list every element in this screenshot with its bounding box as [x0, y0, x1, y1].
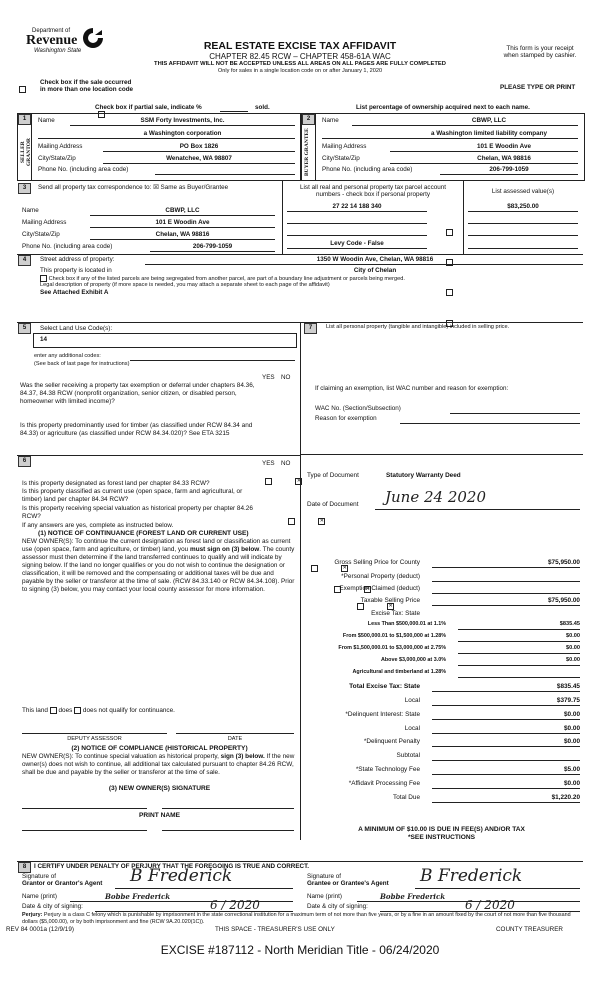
seller-mailing-label: Mailing Address: [38, 143, 83, 150]
section-3-badge: 3: [18, 183, 31, 194]
grantor-date-label: Date & city of signing:: [22, 903, 83, 910]
tax-row-label: From $1,500,000.01 to $3,000,000 at 2.75%: [338, 645, 446, 651]
parcels-heading-1: List all real and personal property tax parcel account: [300, 184, 446, 191]
notice-compliance-title: (2) NOTICE OF COMPLIANCE (HISTORICAL PROPERTY): [71, 745, 248, 752]
form-warning: THIS AFFIDAVIT WILL NOT BE ACCEPTED UNLESS ALL AREAS ON ALL PAGES ARE FULLY COMPLETED: [154, 61, 446, 67]
tax-row-label: Subtotal: [396, 752, 420, 759]
excise-stamp: EXCISE #187112 - North Meridian Title - 06/24/2020: [160, 943, 440, 957]
notice-continuance-text: NEW OWNER(S): To continue the current designation as forest land or classification as current use (open space, farm and agriculture, or timber) land, you must sign on (3) below. The county assessor must then determine if the land transferred continues to qualify and will indicate by signing below. If the land no longer qualifies or you do not wish to continue the designation or classification, it will be removed and the compensating or additional taxes will be due and payable by the seller or transferor at the time of sale. (RCW 84.33.140 or RCW 84.34.108). Prior to signing (3) below, you may contact your local county assessor for more information.: [22, 538, 295, 593]
tax-row-line: [458, 665, 580, 666]
minimum-due-note: A MINIMUM OF $10.00 IS DUE IN FEE(S) AND/OR TAX: [358, 826, 525, 833]
located-value[interactable]: City of Chelan: [353, 267, 397, 274]
section-4-badge: 4: [18, 255, 31, 266]
grantee-name-value[interactable]: Bobbe Frederick: [380, 892, 446, 901]
exemption-yes-checkbox[interactable]: [265, 478, 272, 485]
tax-row-line: [432, 733, 580, 734]
wac-field[interactable]: [450, 413, 580, 414]
grantee-signature[interactable]: B Frederick: [420, 866, 523, 886]
located-label: This property is located in: [40, 267, 112, 274]
forest-question: Is this property designated as forest land per chapter 84.33 RCW?: [22, 480, 210, 487]
multi-location-label-2: in more than one location code: [40, 86, 134, 93]
see-instructions-note: *SEE INSTRUCTIONS: [407, 834, 476, 841]
tax-row-value[interactable]: $0.00: [566, 645, 580, 651]
ownership-note: List percentage of ownership acquired next to each name.: [356, 104, 530, 111]
forest-yes-checkbox[interactable]: [311, 565, 318, 572]
exemption-question: Was the seller receiving a property tax exemption or deferral under chapters 84.36, 84.37, 84.38 RCW (nonprofit organization, senior citizen, or disabled person, homeowner with limited income)?: [20, 382, 255, 405]
grantee-name-label: Name (print): [307, 893, 342, 900]
county-treasurer-label: COUNTY TREASURER: [496, 926, 563, 933]
grantor-signature[interactable]: B Frederick: [130, 866, 233, 886]
tax-row-value[interactable]: $0.00: [566, 633, 580, 639]
additional-codes-label: enter any additional codes:: [34, 353, 101, 359]
print-name-field-2[interactable]: [162, 830, 294, 831]
certify-statement: I CERTIFY UNDER PENALTY OF PERJURY THAT THE FOREGOING IS TRUE AND CORRECT.: [34, 863, 309, 870]
seller-side-label: SELLER GRANTOR: [20, 138, 32, 167]
assessed-heading: List assessed value(s): [491, 188, 555, 195]
tax-row-label: Local: [404, 725, 420, 732]
tax-row-value[interactable]: $5.00: [564, 766, 580, 773]
exemption-claim-note: If claiming an exemption, list WAC number and reason for exemption:: [315, 385, 509, 392]
correspondence-name-label: Name: [22, 207, 39, 214]
tax-row-label: Agricultural and timberland at 1.28%: [352, 669, 446, 675]
historical-question: Is this property receiving special valuation as historical property per chapter 84.26 RCW?: [22, 505, 253, 520]
street-value[interactable]: 1350 W Woodin Ave, Chelan, WA 98816: [316, 256, 434, 263]
partial-percent-field[interactable]: [220, 111, 248, 112]
receipt-note-2: when stamped by cashier.: [503, 52, 577, 59]
qualify-does-checkbox[interactable]: [50, 707, 57, 714]
new-owner-signature-field-2[interactable]: [162, 808, 294, 809]
grantor-sig-label-1: Signature of: [22, 873, 56, 880]
sold-label: sold.: [255, 104, 270, 111]
section-6-badge: 6: [18, 456, 31, 467]
personal-property-checkbox[interactable]: [446, 289, 453, 296]
tax-row-value[interactable]: $835.45: [556, 683, 580, 690]
tax-row-label: Excise Tax: State: [371, 610, 420, 617]
tax-row-line: [458, 677, 580, 678]
logo-state-text: Washington State: [34, 48, 82, 54]
buyer-phone-label: Phone No. (including area code): [322, 166, 413, 173]
correspondence-phone-label: Phone No. (including area code): [22, 243, 113, 250]
tax-row-value[interactable]: $1,220.20: [551, 794, 580, 801]
parcels-heading-2: numbers - check box if personal property: [315, 191, 431, 198]
form-title: REAL ESTATE EXCISE TAX AFFIDAVIT: [203, 40, 397, 52]
segregated-note: Check box if any of the listed parcels are being segregated from another parcel, are part of a boundary line adjustment or parcels being merged.: [48, 275, 405, 282]
seller-city-label: City/State/Zip: [38, 155, 76, 162]
deputy-assessor-label: DEPUTY ASSESSOR: [67, 736, 122, 742]
multi-location-checkbox[interactable]: [19, 86, 26, 93]
tax-row-label: Exemption Claimed (deduct): [339, 585, 420, 592]
parcel-number[interactable]: 27 22 14 188 340: [332, 203, 382, 210]
buyer-mailing-label: Mailing Address: [322, 143, 367, 150]
new-owner-signature-field-1[interactable]: [22, 808, 147, 809]
doc-date-label: Date of Document: [307, 501, 359, 508]
correspondence-mailing-value[interactable]: 101 E Woodin Ave: [155, 219, 210, 226]
assessor-date-label: DATE: [227, 736, 243, 742]
wac-label: WAC No. (Section/Subsection): [315, 405, 401, 412]
seller-name-value[interactable]: SSM Forty Investments, Inc.: [140, 117, 225, 124]
tax-row-label: From $500,000.01 to $1,500,000 at 1.28%: [342, 633, 446, 639]
new-owner-signature-title: (3) NEW OWNER(S) SIGNATURE: [108, 785, 211, 792]
tax-row-label: Taxable Selling Price: [360, 597, 420, 604]
tax-row-line: [432, 760, 580, 761]
logo-dept-text: Department of: [32, 28, 71, 34]
form-id: REV 84 0001a (12/9/19): [6, 926, 74, 933]
personal-property-label: List all personal property (tangible and intangible) included in selling price.: [326, 324, 510, 330]
correspondence-city-label: City/State/Zip: [22, 231, 60, 238]
section-7-badge: 7: [304, 323, 317, 334]
perjury-notice: Perjury: Perjury is a class C felony which is punishable by imprisonment in the state correctional institution for a maximum term of not more than five years, or by a fine in an amount fixed by the court of not more than five thousand dollars ($5,000.00), or by both imprisonment and fine (RCW 9A.20.020(1C)).: [22, 912, 571, 925]
tax-row-line: [432, 788, 580, 789]
historical-yes-checkbox[interactable]: [357, 603, 364, 610]
legal-note: Legal description of property (if more space is needed, you may attach a separate sheet to each page of the affidavit): [40, 282, 330, 288]
seller-mailing-value[interactable]: PO Box 1826: [179, 143, 219, 150]
tax-row-value[interactable]: $0.00: [564, 725, 580, 732]
receipt-note-1: This form is your receipt: [506, 45, 574, 52]
tax-row-line: [432, 691, 580, 692]
dor-logo: [22, 24, 102, 60]
timber-question: Is this property predominantly used for timber (as classified under RCW 84.34 and 84.33) or agriculture (as classified under RCW 84.34.020)? See ETA 3215: [20, 422, 253, 437]
current-use-question: Is this property classified as current use (open space, farm and agricultural, or timber) land per chapter 84.34 RCW?: [22, 488, 243, 503]
tax-row-value[interactable]: $0.00: [564, 738, 580, 745]
assessor-date-field[interactable]: [176, 733, 294, 734]
form-note: Only for sales in a single location code on or after January 1, 2020: [217, 68, 383, 74]
doc-type-label: Type of Document: [307, 472, 359, 479]
multi-location-label-1: Check box if the sale occurred: [40, 79, 132, 86]
seller-phone-label: Phone No. (including area code): [38, 166, 129, 173]
tax-row-label: Gross Selling Price for County: [334, 559, 420, 566]
logo-revenue-text: Revenue: [26, 33, 78, 48]
parcel-number[interactable]: Levy Code - False: [330, 240, 384, 247]
treasurer-space-label: THIS SPACE - TREASURER'S USE ONLY: [215, 926, 335, 933]
land-use-code: 14: [40, 336, 48, 343]
correspondence-phone-value[interactable]: 206-799-1059: [192, 243, 233, 250]
forest-yes-header: YES: [262, 460, 275, 467]
seller-name-label: Name: [38, 117, 55, 124]
correspondence-mailing-label: Mailing Address: [22, 219, 67, 226]
please-type-label: PLEASE TYPE OR PRINT: [500, 84, 576, 91]
tax-row-line: [432, 719, 580, 720]
grantor-date-value[interactable]: 6 / 2020: [210, 898, 260, 912]
tax-row-label: *Personal Property (deduct): [341, 573, 420, 580]
grantee-sig-label-1: Signature of: [307, 873, 341, 880]
buyer-name-label: Name: [322, 117, 339, 124]
forest-no-checkbox[interactable]: [341, 565, 348, 572]
if-yes-note: If any answers are yes, complete as instructed below.: [22, 522, 174, 529]
grantor-sig-label-2: Grantor or Grantor's Agent: [22, 880, 103, 887]
buyer-phone-value[interactable]: 206-799-1059: [489, 166, 529, 173]
tax-row-value[interactable]: $835.45: [559, 621, 580, 627]
tax-row-label: Above $3,000,000 at 3.0%: [380, 657, 446, 663]
tax-row-label: Total Excise Tax: State: [349, 683, 420, 690]
correspondence-heading: Send all property tax correspondence to: ☒ Same as Buyer/Grantee: [38, 184, 229, 191]
tax-row-line: [432, 774, 580, 775]
buyer-city-label: City/State/Zip: [322, 155, 360, 162]
tax-row-line: [432, 593, 580, 594]
assessed-value[interactable]: $83,250.00: [507, 203, 539, 210]
timber-no-checkbox[interactable]: [318, 518, 325, 525]
tax-row-label: *State Technology Fee: [355, 766, 420, 773]
form-subtitle: CHAPTER 82.45 RCW – CHAPTER 458-61A WAC: [209, 52, 391, 61]
yes-header: YES: [262, 374, 275, 381]
correspondence-name-value[interactable]: CBWP, LLC: [165, 207, 200, 214]
correspondence-city-value[interactable]: Chelan, WA 98816: [155, 231, 210, 238]
legal-description[interactable]: See Attached Exhibit A: [40, 289, 109, 296]
notice-continuance-title: (1) NOTICE OF CONTINUANCE (FOREST LAND OR CURRENT USE): [38, 530, 249, 537]
qualify-does-not-checkbox[interactable]: [74, 707, 81, 714]
tax-row-line: [432, 746, 580, 747]
timber-yes-checkbox[interactable]: [288, 518, 295, 525]
tax-row-value[interactable]: $379.75: [556, 697, 580, 704]
section-8-badge: 8: [18, 862, 31, 873]
doc-type-value[interactable]: Statutory Warranty Deed: [386, 472, 461, 479]
grantee-date-value[interactable]: 6 / 2020: [465, 898, 515, 912]
seller-city-value[interactable]: Wenatchee, WA 98807: [166, 155, 232, 162]
buyer-side-label: BUYER GRANTEE: [304, 128, 310, 176]
tax-row-label: *Delinquent Penalty: [363, 738, 420, 745]
dor-emblem-icon: [82, 27, 104, 49]
tax-row-value[interactable]: $0.00: [566, 657, 580, 663]
tax-row-label: *Delinquent Interest: State: [345, 711, 420, 718]
land-use-code-field[interactable]: [33, 333, 297, 348]
tax-row-label: Total Due: [393, 794, 420, 801]
seller-name-line2[interactable]: a Washington corporation: [143, 130, 222, 137]
personal-property-checkbox[interactable]: [446, 229, 453, 236]
grantor-name-value[interactable]: Bobbe Frederick: [105, 892, 171, 901]
grantor-name-label: Name (print): [22, 893, 57, 900]
section-2-badge: 2: [302, 114, 315, 125]
tax-row-label: Less Than $500,000.01 at 1.1%: [367, 621, 446, 627]
buyer-name-value[interactable]: CBWP, LLC: [471, 117, 507, 124]
tax-row-value[interactable]: $75,950.00: [548, 559, 580, 566]
buyer-mailing-value[interactable]: 101 E Woodin Ave: [476, 143, 531, 150]
continuance-qualify-row: This land does does not qualify for continuance.: [22, 707, 175, 715]
tax-row-value[interactable]: $0.00: [564, 711, 580, 718]
buyer-city-value[interactable]: Chelan, WA 98816: [477, 155, 531, 162]
exemption-no-checkbox[interactable]: [295, 478, 302, 485]
tax-row-line: [432, 605, 580, 606]
tax-row-line: [432, 705, 580, 706]
tax-row-label: Local: [404, 697, 420, 704]
instructions-note: (See back of last page for instructions): [34, 361, 130, 367]
buyer-name-line2[interactable]: a Washington limited liability company: [431, 130, 547, 137]
reason-field[interactable]: [400, 423, 580, 424]
grantee-date-label: Date & city of signing:: [307, 903, 368, 910]
partial-sale-label: Check box if partial sale, indicate %: [95, 104, 202, 111]
reason-label: Reason for exemption: [315, 415, 377, 422]
tax-row-line: [432, 581, 580, 582]
segregated-checkbox[interactable]: [40, 275, 47, 282]
tax-row-line: [458, 641, 580, 642]
tax-row-value[interactable]: $75,950.00: [548, 597, 580, 604]
street-label: Street address of property:: [40, 256, 115, 263]
print-name-label: PRINT NAME: [138, 812, 181, 819]
tax-row-line: [458, 653, 580, 654]
print-name-field-1[interactable]: [22, 830, 147, 831]
doc-date-handwritten[interactable]: June 24 2020: [385, 488, 487, 506]
seller-phone-field[interactable]: [155, 174, 295, 175]
tax-row-label: *Affidavit Processing Fee: [348, 780, 420, 787]
tax-row-value[interactable]: $0.00: [564, 780, 580, 787]
section-1-badge: 1: [18, 114, 31, 125]
deputy-assessor-field[interactable]: [22, 733, 167, 734]
tax-row-line: [432, 802, 580, 803]
additional-codes-field[interactable]: [130, 360, 295, 361]
land-use-label: Select Land Use Code(s):: [40, 325, 113, 332]
section-5-badge: 5: [18, 323, 31, 334]
tax-row-line: [432, 567, 580, 568]
tax-row-line: [458, 629, 580, 630]
grantee-sig-label-2: Grantee or Grantee's Agent: [307, 880, 389, 887]
notice-compliance-text: NEW OWNER(S): To continue special valuation as historical property, sign (3) below. If the new owner(s) does not wish to continue, all additional tax calculated pursuant to chapter 84.26 RCW, shall be due and payable by the seller or transferor at the time of sale.: [22, 753, 295, 776]
forest-no-header: NO: [281, 460, 291, 467]
no-header: NO: [281, 374, 291, 381]
